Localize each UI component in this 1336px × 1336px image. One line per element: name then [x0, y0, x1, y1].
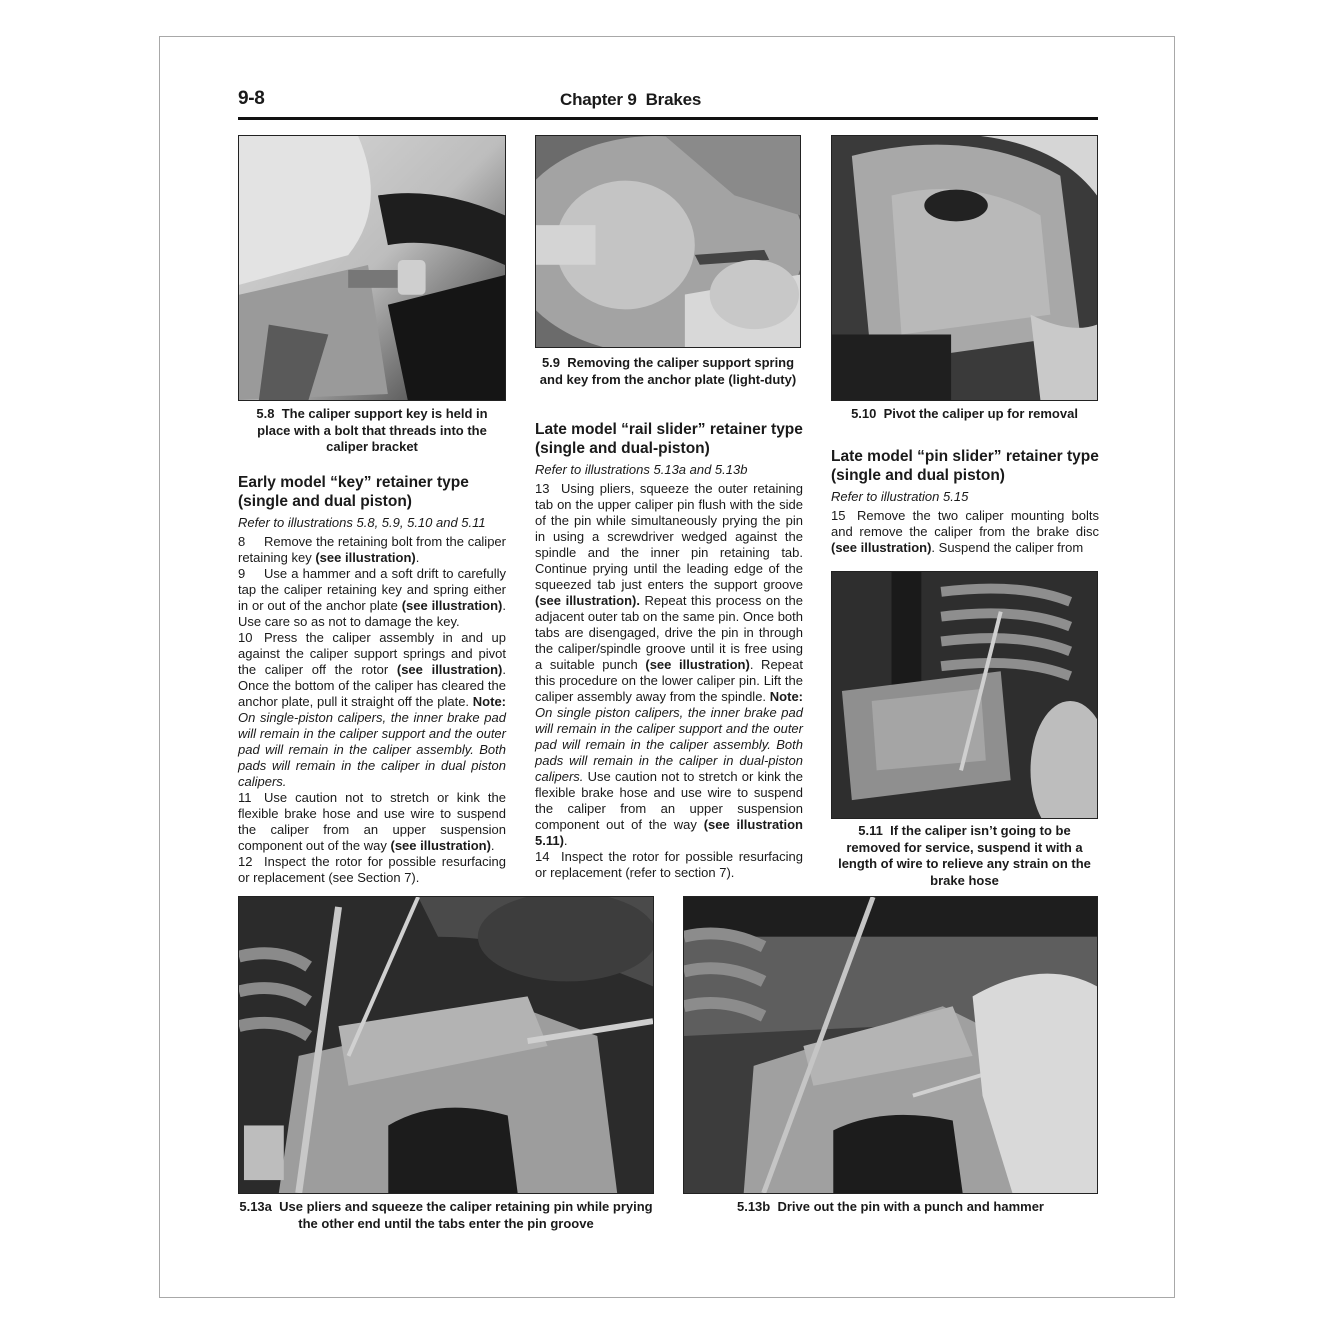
- section-refer: Refer to illustrations 5.8, 5.9, 5.10 and 5.11: [238, 515, 486, 530]
- header-rule: [238, 117, 1098, 120]
- section-refer: Refer to illustrations 5.13a and 5.13b: [535, 462, 748, 477]
- section-rail-slider-retainer: [535, 420, 803, 881]
- step-9: 9 Use a hammer and a soft drift to carefully tap the caliper retaining key and spring either in or out of the anchor plate (see illustration). Use care so as not to damage the key.: [238, 566, 506, 629]
- section-heading: Late model “rail slider” retainer type (single and dual-piston): [535, 421, 803, 457]
- photo-5-13a-squeeze-pin: [238, 896, 654, 1194]
- photo-5-9-removing-support-spring: [535, 135, 801, 348]
- section-early-key-retainer: [238, 473, 506, 886]
- photo-5-8-caliper-support-key: [238, 135, 506, 401]
- photo-placeholder-icon: [684, 897, 1097, 1193]
- chapter-label: Chapter 9: [560, 90, 637, 109]
- step-15: 15 Remove the two caliper mounting bolts and remove the caliper from the brake disc (see illustration). Suspend the caliper from: [831, 508, 1099, 555]
- photo-placeholder-icon: [239, 897, 653, 1193]
- photo-placeholder-icon: [832, 572, 1097, 818]
- caption-5-9: 5.9 Removing the caliper support spring and key from the anchor plate (light-duty): [539, 355, 797, 387]
- photo-5-11-suspended-caliper: [831, 571, 1098, 819]
- chapter-heading: [560, 90, 920, 110]
- step-11: 11 Use caution not to stretch or kink the flexible brake hose and use wire to suspend the caliper from an upper suspension component out of the way (see illustration).: [238, 790, 506, 853]
- caption-5-10: 5.10 Pivot the caliper up for removal: [851, 406, 1078, 421]
- step-14: 14 Inspect the rotor for possible resurfacing or replacement (refer to section 7).: [535, 849, 803, 880]
- photo-5-13b-drive-out-pin: [683, 896, 1098, 1194]
- caption-5-8: 5.8 The caliper support key is held in place with a bolt that threads into the caliper bracket: [256, 406, 488, 454]
- step-8: 8 Remove the retaining bolt from the caliper retaining key (see illustration).: [238, 534, 506, 565]
- photo-placeholder-icon: [832, 136, 1097, 400]
- step-13: 13 Using pliers, squeeze the outer retaining tab on the upper caliper pin flush with the side of the pin while simultaneously prying the pin in using a screwdriver wedged against the spindle and the inner pin retaining tab. Continue prying until the leading edge of the squeezed tab just enters the support groove (see illustration). Repeat this process on the adjacent outer tab on the same pin. Once both tabs are disengaged, drive the pin in through the caliper/spindle groove until it is free using a suitable punch (see illustration). Repeat this procedure on the lower caliper pin. Lift the caliper assembly away from the spindle. Note: On single piston calipers, the inner brake pad will remain in the caliper support and the outer pad will remain in the caliper assembly. Both pads will remain in the caliper in dual-piston calipers. Use caution not to stretch or kink the flexible brake hose and use wire to suspend the caliper from an upper suspension component out of the way (see illustration 5.11).: [535, 481, 804, 848]
- chapter-title: Brakes: [645, 90, 702, 109]
- caption-5-13b: 5.13b Drive out the pin with a punch and hammer: [736, 1199, 1044, 1214]
- step-12: 12 Inspect the rotor for possible resurfacing or replacement (see Section 7).: [238, 854, 506, 885]
- caption-5-11: 5.11 If the caliper isn’t going to be removed for service, suspend it with a length of wire to relieve any strain on the brake hose: [838, 823, 1091, 888]
- photo-5-10-pivot-caliper: [831, 135, 1098, 401]
- section-refer: Refer to illustration 5.15: [831, 489, 969, 504]
- caption-5-13a: 5.13a Use pliers and squeeze the caliper retaining pin while prying the other end until the tabs enter the pin groove: [239, 1199, 653, 1231]
- page-number: 9-8: [238, 88, 265, 109]
- photo-placeholder-icon: [536, 136, 800, 347]
- section-heading: Late model “pin slider” retainer type (single and dual piston): [831, 448, 1099, 484]
- photo-placeholder-icon: [239, 136, 505, 400]
- section-pin-slider-retainer: [831, 447, 1099, 556]
- step-10: 10 Press the caliper assembly in and up against the caliper support springs and pivot the caliper off the rotor (see illustration). Once the bottom of the caliper has cleared the anchor plate, pull it straight off the plate. Note: On single-piston calipers, the inner brake pad will remain in the caliper support and the outer pad will remain in the caliper assembly. Both pads will remain in the caliper in dual piston calipers.: [238, 630, 506, 789]
- section-heading: Early model “key” retainer type (single and dual piston): [238, 474, 469, 510]
